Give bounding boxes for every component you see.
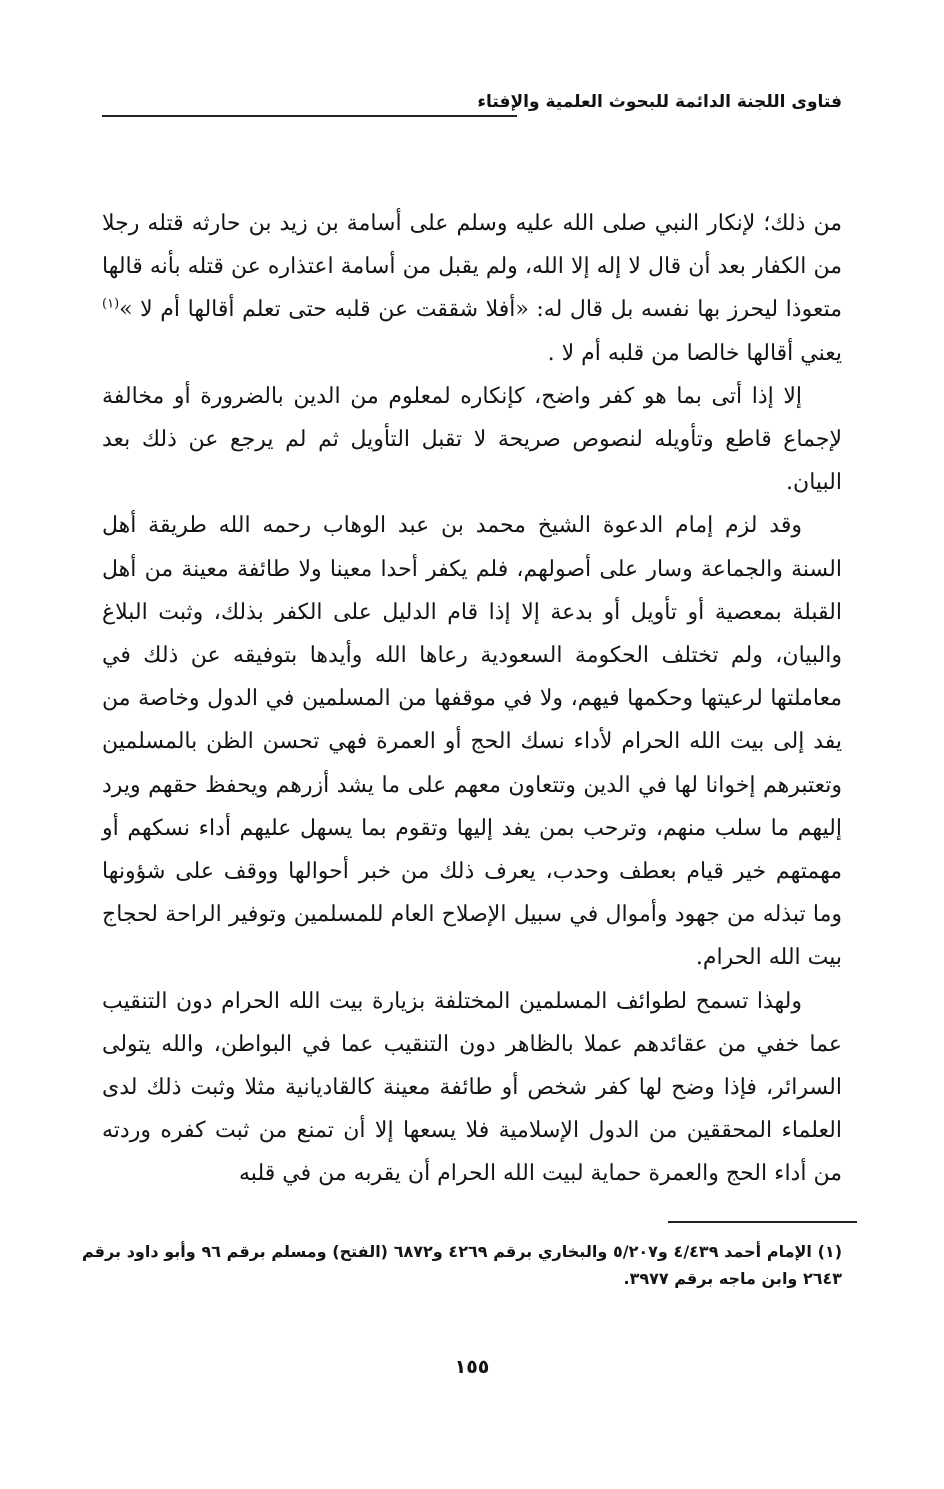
footnote-1: (١) الإمام أحمد ٤/٤٣٩ و٥/٢٠٧ والبخاري برقم ٤٢٦٩ و٦٨٧٢ (الفتح) ومسلم برقم ٩٦ وأبو داود برقم ٢٦٤٣ وابن ماجه برقم ٣٩٧٧. [82, 1242, 842, 1288]
footnotes [82, 1238, 842, 1292]
paragraph-2: إلا إذا أتى بما هو كفر واضح، كإنكاره لمعلوم من الدين بالضرورة أو مخالفة لإجماع قاطع وتأويله لنصوص صريحة لا تقبل التأويل ثم لم يرجع عن ذلك بعد البيان. [102, 383, 842, 496]
running-header [102, 88, 842, 124]
paragraph-3: وقد لزم إمام الدعوة الشيخ محمد بن عبد الوهاب رحمه الله طريقة أهل السنة والجماعة وسار على أصولهم، فلم يكفر أحدا معينا ولا طائفة معينة من أهل القبلة بمعصية أو تأويل أو بدعة إلا إذا قام الدليل على الكفر بذلك، وثبت البلاغ والبيان، ولم تختلف الحكومة السعودية رعاها الله وأيدها بتوفيقه عن ذلك في معاملتها لرعيتها وحكمها فيهم، ولا في موقفها من المسلمين في الدول وخاصة من يفد إلى بيت الله الحرام لأداء نسك الحج أو العمرة فهي تحسن الظن بالمسلمين وتعتبرهم إخوانا لها في الدين وتتعاون معهم على ما يشد أزرهم ويحفظ حقهم ويرد إليهم ما سلب منهم، وترحب بمن يفد إليها وتقوم بما يسهل عليهم أداء نسكهم أو مهمتهم خير قيام بعطف وحدب، يعرف ذلك من خبر أحوالها ووقف على شؤونها وما تبذله من جهود وأموال في سبيل الإصلاح العام للمسلمين وتوفير الراحة لحجاج بيت الله الحرام. [102, 513, 842, 971]
footnote-reference: (١) [102, 297, 120, 313]
paragraph-4: ولهذا تسمح لطوائف المسلمين المختلفة بزيارة بيت الله الحرام دون التنقيب عما خفي من عقائدهم عملا بالظاهر دون التنقيب عما في البواطن، والله يتولى السرائر، فإذا وضح لها كفر شخص أو طائفة معينة كالقاديانية مثلا وثبت ذلك لدى العلماء المحققين من الدول الإسلامية فلا يسعها إلا أن تمنع من ثبت كفره وردته من أداء الحج والعمرة حماية لبيت الله الحرام أن يقربه من في قلبه [102, 988, 842, 1187]
header-rule [102, 115, 517, 117]
running-title: فتاوى اللجنة الدائمة للبحوث العلمية والإفتاء [477, 92, 842, 112]
body-text [102, 202, 842, 1196]
paragraph-1-text-after: يعني أقالها خالصا من قلبه أم لا . [547, 340, 842, 366]
paragraph-1 [102, 202, 842, 375]
footnote-rule [668, 1221, 857, 1223]
page-number: ١٥٥ [454, 1356, 490, 1378]
paragraph-1-text: من ذلك؛ لإنكار النبي صلى الله عليه وسلم على أسامة بن زيد بن حارثه قتله رجلا من الكفار بعد أن قال لا إله إلا الله، ولم يقبل من أسامة اعتذاره عن قتله بأنه قالها متعوذا ليحرز بها نفسه بل قال له: «أفلا شققت عن قلبه حتى تعلم أقالها أم لا » [102, 211, 842, 323]
